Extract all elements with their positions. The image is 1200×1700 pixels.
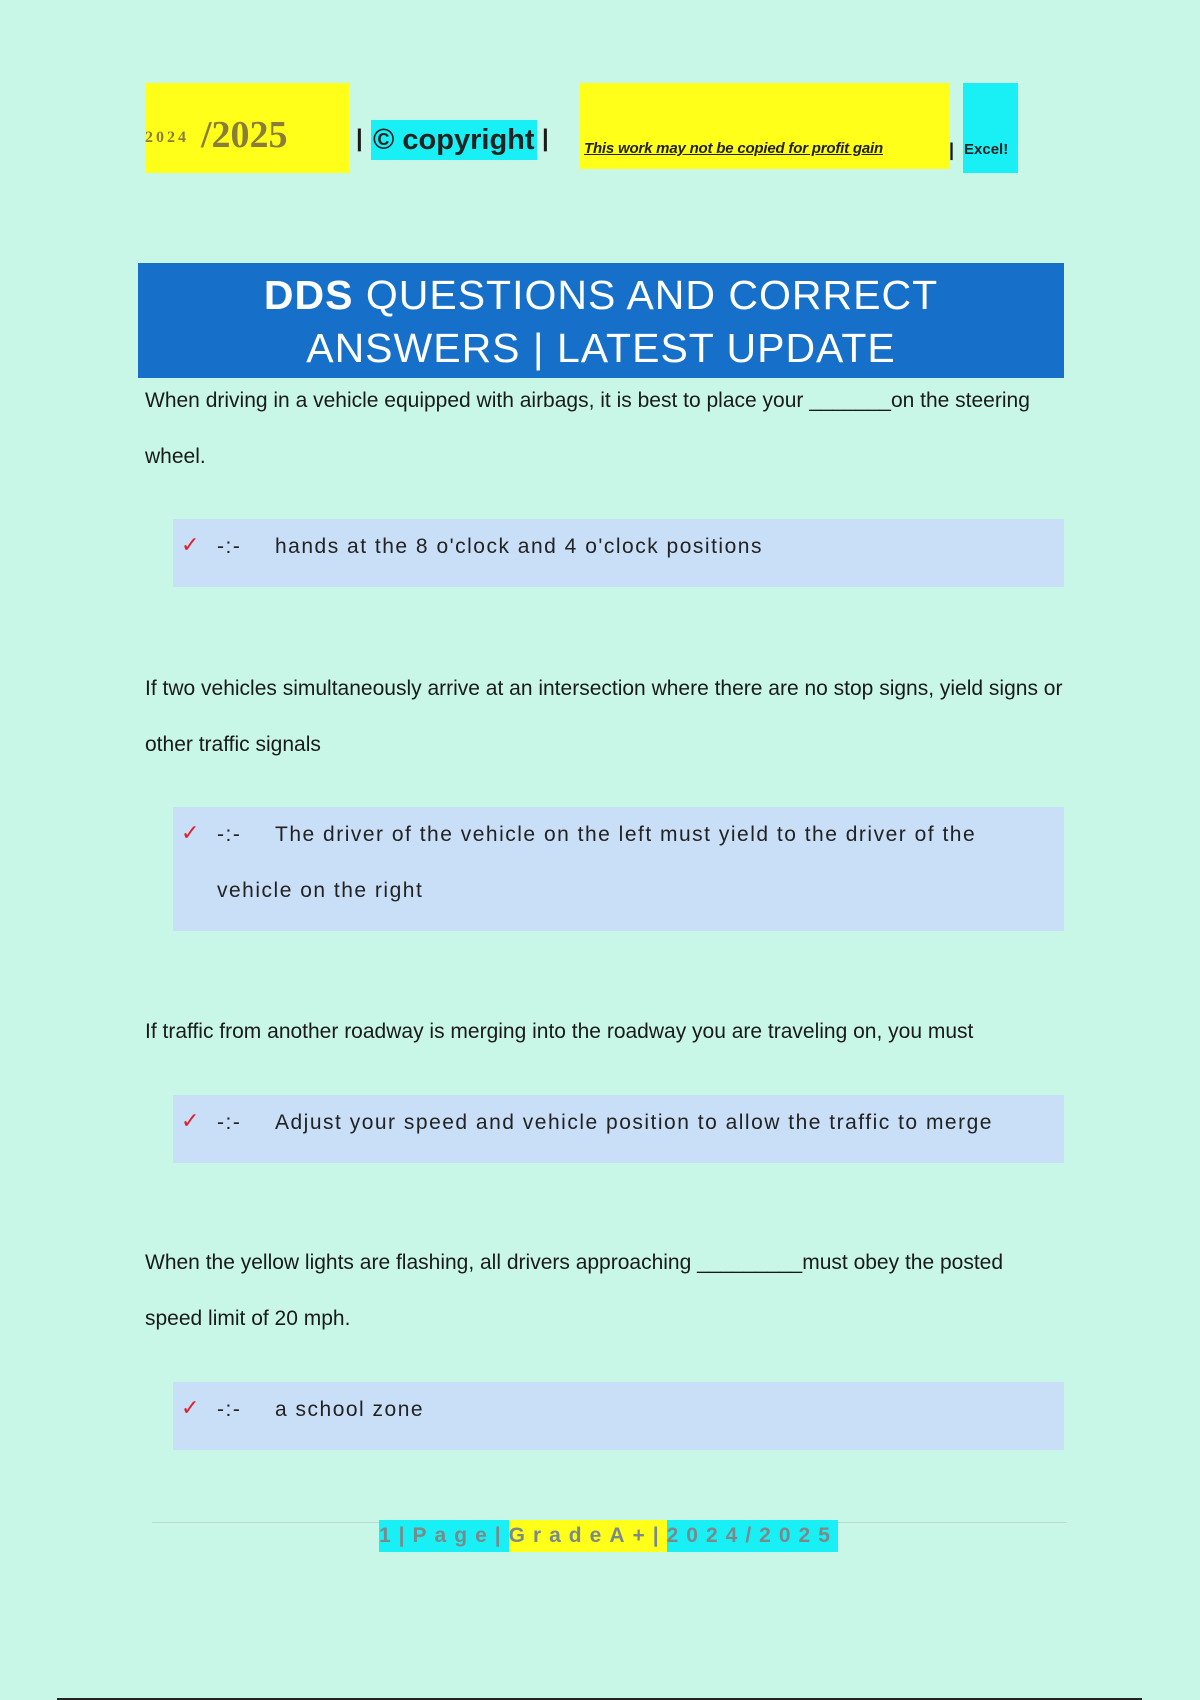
excel-text: Excel! xyxy=(964,141,1009,158)
answer-prefix: -:- xyxy=(217,1111,242,1134)
answer-text: The driver of the vehicle on the left must yield to the driver of the vehicle on the right xyxy=(217,823,977,902)
answer-3 xyxy=(173,1095,1064,1163)
title-line-1 xyxy=(138,269,1064,322)
year-small: 2024 xyxy=(145,129,189,146)
answer-prefix: -:- xyxy=(217,1398,242,1421)
footer-year: 2024/2025 xyxy=(667,1520,838,1552)
answer-prefix: -:- xyxy=(217,823,242,846)
page-footer xyxy=(379,1520,838,1552)
answer-text: a school zone xyxy=(275,1398,425,1421)
title-line-2: ANSWERS | LATEST UPDATE xyxy=(306,325,896,371)
footer-grade: GradeA+| xyxy=(509,1520,667,1552)
question-2: If two vehicles simultaneously arrive at an intersection where there are no stop signs, yield signs or other traffic signals xyxy=(145,677,1063,756)
excel-badge xyxy=(963,83,1018,173)
separator: | xyxy=(356,125,363,152)
answer-1 xyxy=(173,519,1064,587)
checkmark-icon: ✓ xyxy=(181,1108,201,1133)
checkmark-icon: ✓ xyxy=(181,1395,201,1420)
separator: | xyxy=(542,125,549,152)
question-1: When driving in a vehicle equipped with airbags, it is best to place your _______on the steering wheel. xyxy=(145,389,1030,468)
title-bold: DDS xyxy=(263,272,354,318)
answer-prefix: -:- xyxy=(217,535,242,558)
checkmark-icon: ✓ xyxy=(181,532,201,557)
question-3: If traffic from another roadway is merging into the roadway you are traveling on, you must xyxy=(145,1020,974,1043)
answer-text: hands at the 8 o'clock and 4 o'clock positions xyxy=(275,535,763,558)
year-badge xyxy=(145,83,349,173)
answer-2 xyxy=(173,807,1064,931)
footer-page: 1|Page| xyxy=(379,1520,509,1552)
title-banner xyxy=(138,263,1064,378)
question-4: When the yellow lights are flashing, all drivers approaching _________must obey the posted speed limit of 20 mph. xyxy=(145,1251,1004,1330)
separator: | xyxy=(949,140,955,160)
answer-text: Adjust your speed and vehicle position to allow the traffic to merge xyxy=(275,1111,993,1134)
year-big: /2025 xyxy=(201,114,288,156)
checkmark-icon: ✓ xyxy=(181,820,201,845)
answer-4 xyxy=(173,1382,1064,1450)
title-line-1-rest: QUESTIONS AND CORRECT xyxy=(353,272,939,318)
copy-notice xyxy=(580,83,950,169)
copy-notice-text: This work may not be copied for profit gain xyxy=(584,140,883,157)
copyright-label: © copyright xyxy=(371,120,537,160)
